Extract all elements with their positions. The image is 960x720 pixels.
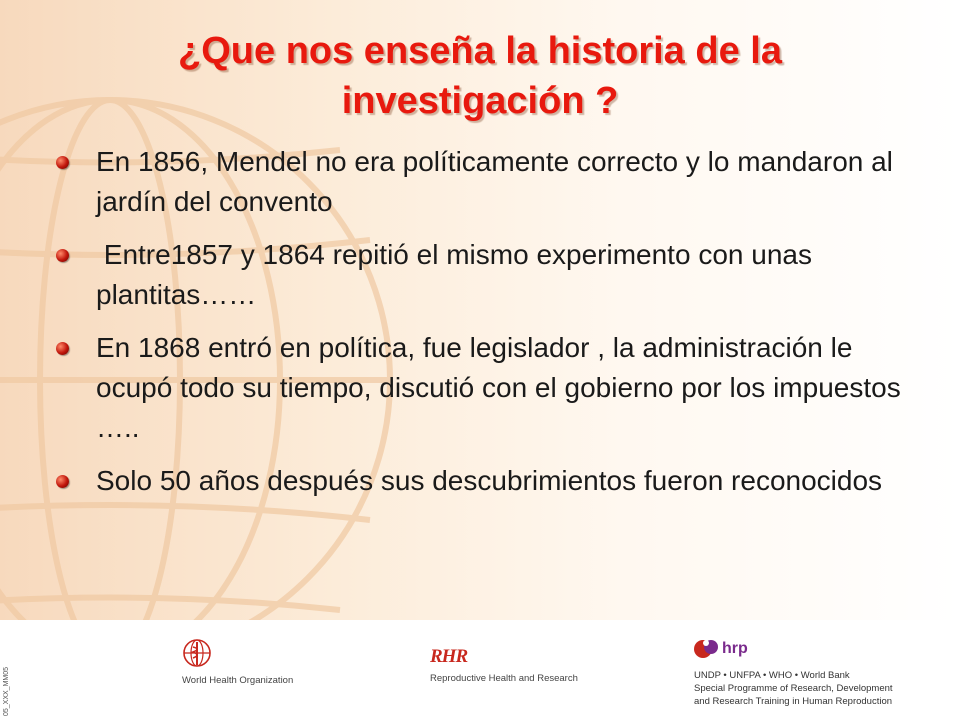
bullet-item xyxy=(56,461,906,501)
bullet-item xyxy=(56,142,906,222)
who-label: World Health Organization xyxy=(182,675,294,686)
bullet-text: En 1856, Mendel no era políticamente correcto y lo mandaron al jardín del convento xyxy=(96,146,893,217)
slide-title xyxy=(60,26,900,126)
bullet-list xyxy=(56,142,906,501)
rhr-logo xyxy=(430,646,578,684)
hrp-figure-icon xyxy=(694,636,720,662)
hrp-logo-text: hrp xyxy=(722,640,748,657)
hrp-logo-row xyxy=(694,636,944,662)
bullet-item xyxy=(56,328,906,448)
who-logo xyxy=(182,638,293,686)
title-line-2: investigación ? xyxy=(341,80,619,122)
title-line-1: ¿Que nos enseña la historia de la xyxy=(178,30,782,72)
hrp-description-line-1: Special Programme of Research, Development xyxy=(694,683,893,694)
slide-code: 05_XXX_MM05 xyxy=(3,666,10,716)
bullet-dot-icon xyxy=(56,249,69,262)
bullet-dot-icon xyxy=(56,475,69,488)
bullet-text: En 1868 entró en política, fue legislador , la administración le ocupó todo su tiempo, discutió con el gobierno por los impuestos ….. xyxy=(96,332,901,443)
hrp-logo xyxy=(694,636,944,708)
bullet-dot-icon xyxy=(56,156,69,169)
who-emblem-icon xyxy=(182,638,212,668)
bullet-text: Solo 50 años después sus descubrimientos fueron reconocidos xyxy=(96,465,883,496)
hrp-sponsors-line: UNDP • UNFPA • WHO • World Bank xyxy=(694,670,850,681)
bullet-item xyxy=(56,235,906,315)
bullet-text: Entre1857 y 1864 repitió el mismo experimento con unas plantitas…… xyxy=(96,239,820,310)
bullet-dot-icon xyxy=(56,342,69,355)
hrp-description-line-2: and Research Training in Human Reproduction xyxy=(694,696,893,707)
rhr-label: Reproductive Health and Research xyxy=(430,673,578,684)
rhr-logo-mark: RHR xyxy=(430,646,468,667)
